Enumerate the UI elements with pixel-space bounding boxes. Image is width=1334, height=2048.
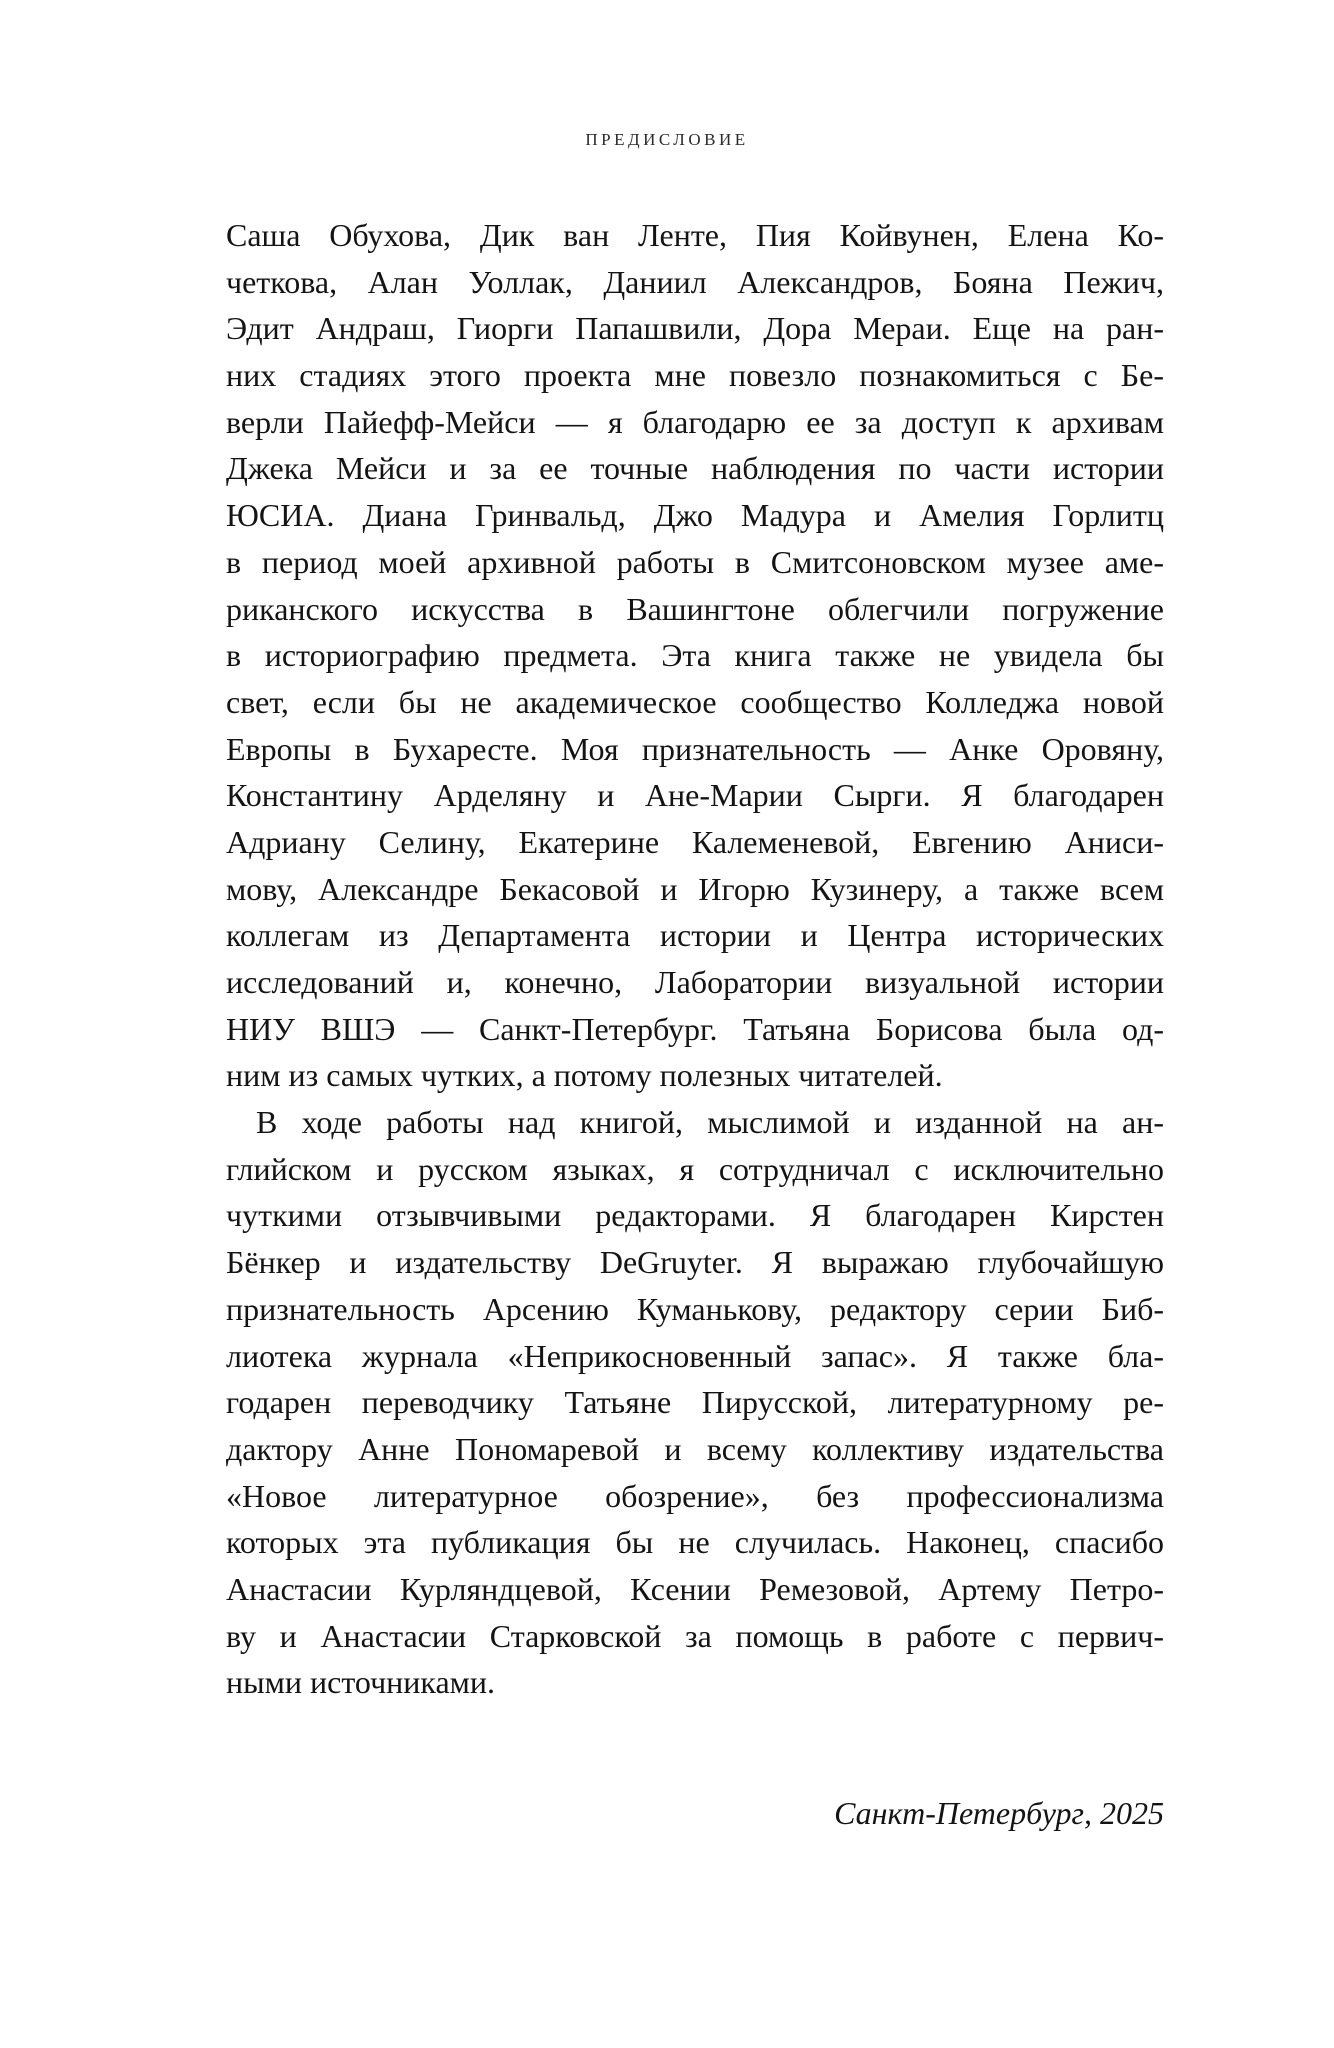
place-date-signature: Санкт-Петербург, 2025: [834, 1795, 1164, 1831]
text-line: Эдит Андраш, Гиорги Папашвили, Дора Мераи. Еще на ран-: [226, 310, 1164, 347]
text-line: лиотека журнала «Неприкосновенный запас». Я также бла-: [226, 1337, 1164, 1374]
paragraph: [226, 212, 1164, 1099]
text-line: свет, если бы не академическое сообщество Колледжа новой: [226, 683, 1164, 720]
text-line: НИУ ВШЭ — Санкт-Петербург. Татьяна Борисова была од-: [226, 1010, 1164, 1047]
text-line: Джека Мейси и за ее точные наблюдения по части истории: [226, 450, 1164, 487]
text-line: исследований и, конечно, Лаборатории визуальной истории: [226, 964, 1164, 1000]
text-line: верли Пайефф-Мейси — я благодарю ее за доступ к архивам: [226, 403, 1164, 440]
text-line: В ходе работы над книгой, мыслимой и изданной на ан-: [256, 1104, 1164, 1141]
text-line: Бёнкер и издательству DeGruyter. Я выражаю глубочайшую: [226, 1244, 1164, 1281]
text-line: признательность Арсению Куманькову, редактору серии Биб-: [226, 1290, 1164, 1327]
text-line: мову, Александре Бекасовой и Игорю Кузинеру, а также всем: [226, 870, 1164, 907]
body-text: [226, 212, 1164, 1706]
text-line: риканского искусства в Вашингтоне облегчили погружение: [226, 590, 1164, 627]
text-line: чуткими отзывчивыми редакторами. Я благодарен Кирстен: [226, 1197, 1164, 1234]
text-line: ним из самых чутких, а потому полезных читателей.: [226, 1057, 943, 1094]
text-line: ными источниками.: [226, 1664, 496, 1701]
running-title: ПРЕДИСЛОВИЕ: [585, 130, 749, 149]
text-line: Адриану Селину, Екатерине Калеменевой, Евгению Аниси-: [226, 823, 1164, 860]
text-line: них стадиях этого проекта мне повезло познакомиться с Бе-: [226, 357, 1164, 394]
text-line: Европы в Бухаресте. Моя признательность — Анке Оровяну,: [226, 730, 1164, 767]
text-line: в историографию предмета. Эта книга также не увидела бы: [226, 637, 1164, 674]
text-line: Константину Арделяну и Ане-Марии Сырги. Я благодарен: [226, 777, 1164, 814]
text-line: дактору Анне Пономаревой и всему коллективу издательства: [226, 1430, 1164, 1467]
text-line: четкова, Алан Уоллак, Даниил Александров, Бояна Пежич,: [226, 263, 1164, 300]
text-line: ву и Анастасии Старковской за помощь в работе с первич-: [226, 1617, 1164, 1654]
text-line: которых эта публикация бы не случилась. Наконец, спасибо: [226, 1524, 1164, 1561]
text-line: годарен переводчику Татьяне Пирусской, литературному ре-: [226, 1384, 1164, 1421]
text-line: глийском и русском языках, я сотрудничал с исключительно: [226, 1150, 1164, 1187]
text-line: «Новое литературное обозрение», без профессионализма: [226, 1477, 1164, 1514]
text-line: Анастасии Курляндцевой, Ксении Ремезовой, Артему Петро-: [226, 1570, 1164, 1607]
text-line: Саша Обухова, Дик ван Ленте, Пия Койвунен, Елена Ко-: [226, 217, 1164, 253]
text-line: коллегам из Департамента истории и Центра исторических: [226, 917, 1164, 954]
text-line: ЮСИА. Диана Гринвальд, Джо Мадура и Амелия Горлитц: [226, 497, 1164, 534]
text-line: в период моей архивной работы в Смитсоновском музее аме-: [226, 543, 1164, 580]
paragraph: [226, 1099, 1164, 1706]
